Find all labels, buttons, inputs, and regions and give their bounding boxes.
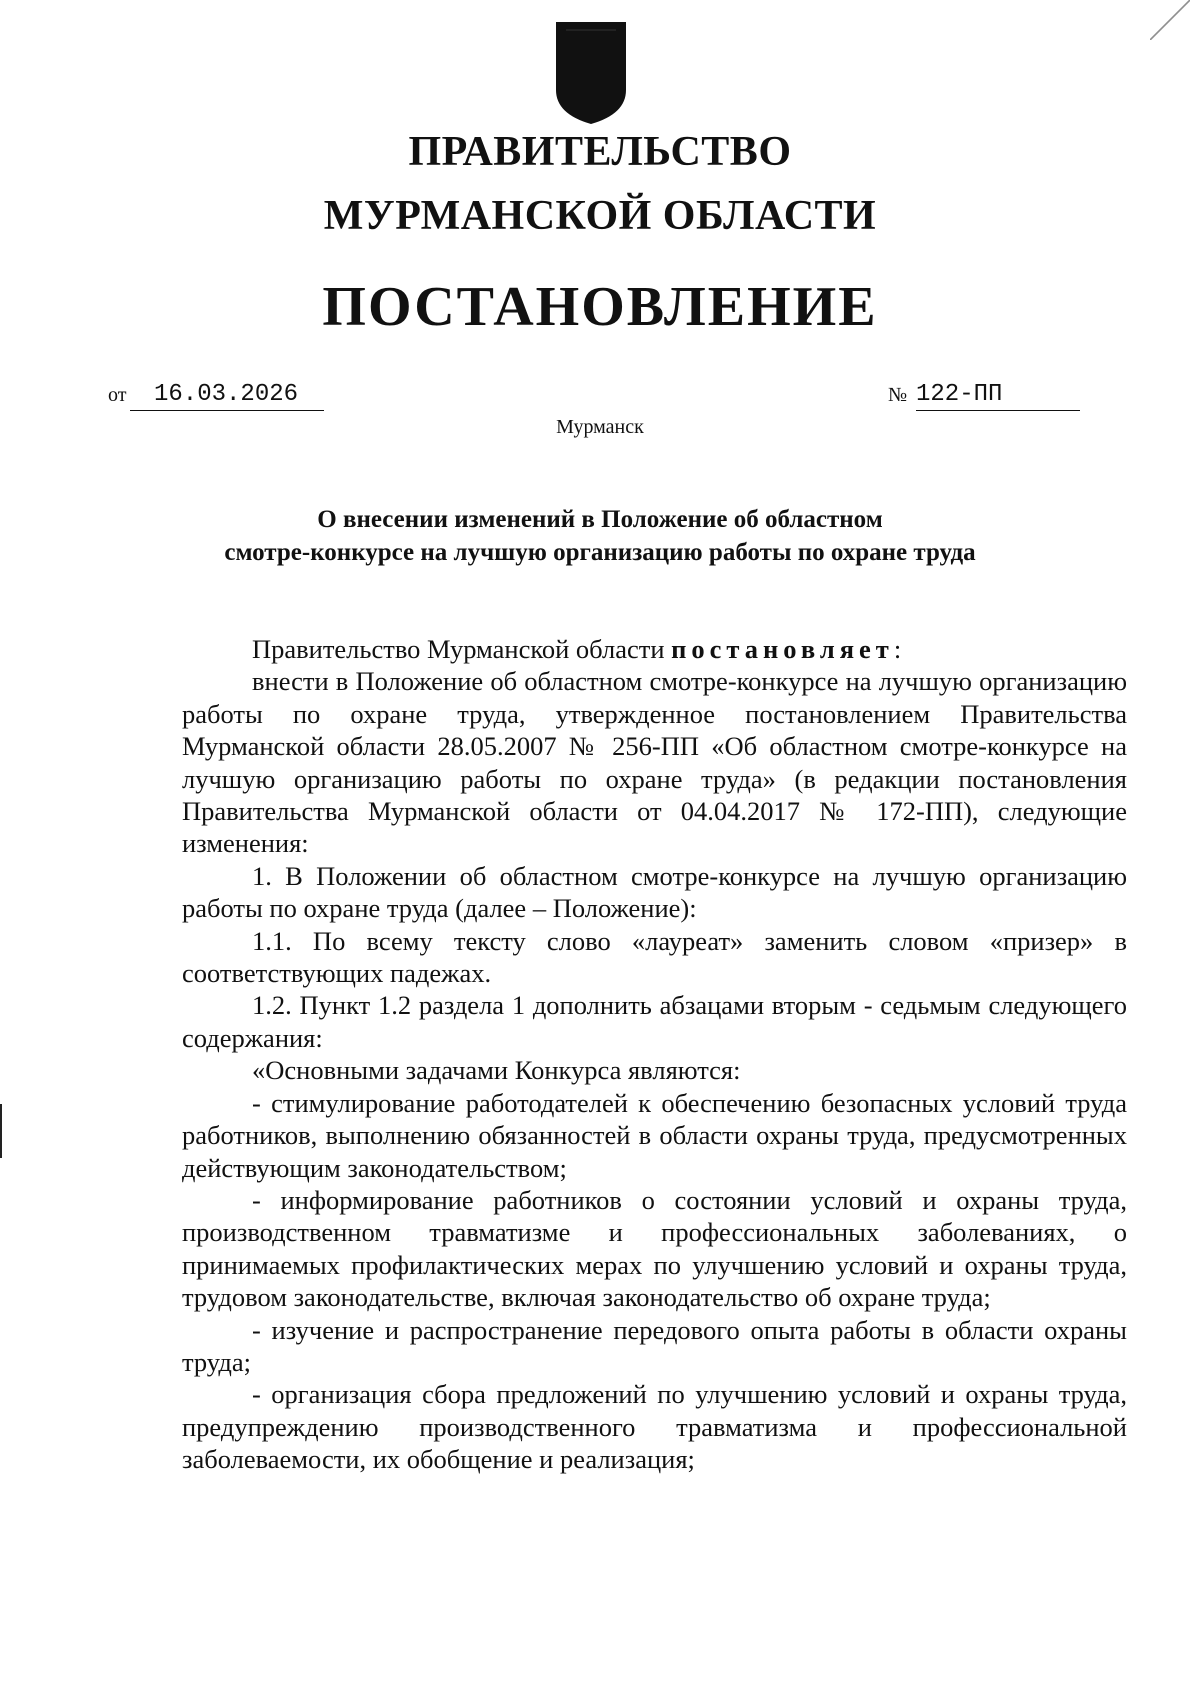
document-number: 122-ПП [916, 380, 1080, 411]
coat-of-arms-icon [552, 18, 630, 126]
subject-line2: смотре-конкурсе на лучшую организацию работы по охране труда [224, 539, 976, 566]
enacting-colon: : [893, 634, 902, 664]
scan-corner-mark [1150, 0, 1190, 40]
date-prefix: от [108, 384, 127, 406]
enacting-verb: постановляет [671, 634, 894, 664]
number-prefix: № [888, 384, 908, 406]
paragraph-item-1-1: 1.1. По всему тексту слово «лауреат» заменить словом «призер» в соответствующих падежах. [182, 925, 1127, 989]
government-title-line2: МУРМАНСКОЙ ОБЛАСТИ [323, 193, 877, 239]
enacting-clause [182, 633, 1127, 665]
paragraph-item-1-2: 1.2. Пункт 1.2 раздела 1 дополнить абзацами вторым - седьмым следующего содержания: [182, 990, 1127, 1053]
paragraph-task-3: - изучение и распространение передового опыта работы в области охраны труда; [182, 1314, 1127, 1377]
paragraph-task-1: - стимулирование работодателей к обеспечению безопасных условий труда работников, выполнению обязанностей в области охраны труда, предусмотренных действующим законодательством; [182, 1087, 1127, 1183]
scan-edge-mark [0, 1104, 2, 1158]
enacting-text: Правительство Мурманской области [252, 634, 672, 664]
paragraph-item-1: 1. В Положении об областном смотре-конкурсе на лучшую организацию работы по охране труда (далее – Положение): [182, 860, 1127, 924]
paragraph-amendment-intro: внести в Положение об областном смотре-конкурсе на лучшую организацию работы по охране труда, утвержденное постановлением Правительства Мурманской области 28.05.2007 № 256-ПП «Об областном смотре-конкурсе на лучшую организацию работы по охране труда» (в редакции постановления Правительства Мурманской области от 04.04.2017 № 172-ПП), следующие изменения: [182, 666, 1127, 859]
document-date: 16.03.2026 [130, 380, 324, 411]
paragraph-tasks-heading: «Основными задачами Конкурса являются: [252, 1055, 741, 1086]
paragraph-task-4: - организация сбора предложений по улучшению условий и охраны труда, предупреждению производственного травматизма и профессиональной заболеваемости, их обобщение и реализация; [182, 1379, 1127, 1475]
city-name: Мурманск [556, 416, 644, 438]
government-title-line1: ПРАВИТЕЛЬСТВО [408, 129, 792, 175]
paragraph-task-2: - информирование работников о состоянии условий и охраны труда, производственном травматизме и профессиональных заболеваниях, о принимаемых профилактических мерах по улучшению условий и охраны труда, трудовом законодательстве, включая законодательство об охране труда; [182, 1184, 1127, 1313]
document-body [182, 633, 1127, 1476]
subject-line1: О внесении изменений в Положение об областном [317, 506, 883, 533]
document-type-title: ПОСТАНОВЛЕНИЕ [322, 276, 878, 338]
